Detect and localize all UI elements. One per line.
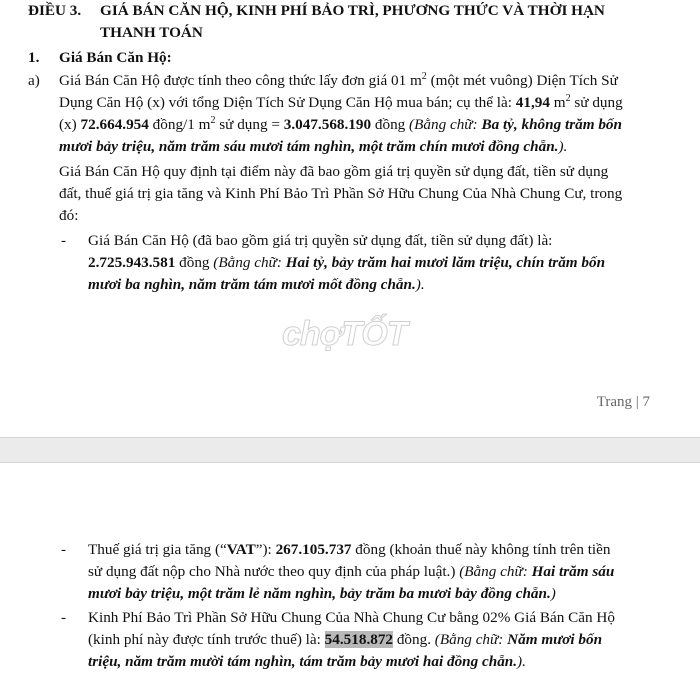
watermark-logo: chợTỐT bbox=[282, 315, 407, 353]
page-separator bbox=[0, 437, 700, 463]
page-number: Trang | 7 bbox=[596, 394, 650, 410]
section-title: Giá Bán Căn Hộ: bbox=[59, 49, 172, 66]
item-a-marker: a) bbox=[28, 72, 40, 89]
item-a-line-1: Giá Bán Căn Hộ được tính theo công thức lấy đơn giá 01 $m^2$ (một mét vuông) Diện Tích Sử bbox=[59, 70, 618, 89]
bullet-dash: - bbox=[61, 609, 67, 626]
area-value: 41,94 bbox=[515, 94, 550, 111]
maintenance-amount: 54.518.872 bbox=[324, 631, 394, 648]
maintenance-line-3: triệu, năm trăm mười tám nghìn, tám trăm bảy mươi hai đồng chẵn.). bbox=[88, 653, 526, 670]
inclusion-line-1: Giá Bán Căn Hộ quy định tại điểm này đã bao gồm giá trị quyền sử dụng đất, tiền sử dụng bbox=[59, 163, 609, 180]
item-a-line-3: (x) 72.664.954 đồng/1 $m^2$ sử dụng = 3.047.568.190 đồng (Bằng chữ: Ba tỷ, không trăm bốn bbox=[59, 114, 622, 133]
article-title-line-2: THANH TOÁN bbox=[100, 24, 203, 41]
inclusion-line-2: đất, thuế giá trị gia tăng và Kinh Phí Bảo Trì Phần Sở Hữu Chung Của Nhà Chung Cư, trong bbox=[59, 185, 623, 202]
vat-line-2: sử dụng đất nộp cho Nhà nước theo quy định của pháp luật.) (Bằng chữ: Hai trăm sáu bbox=[88, 563, 615, 580]
land-price: 2.725.943.581 bbox=[88, 254, 176, 271]
vat-line-1: Thuế giá trị gia tăng (“VAT”): 267.105.737 đồng (khoản thuế này không tính trên tiền bbox=[88, 541, 611, 558]
unit-price: 72.664.954 bbox=[80, 116, 149, 133]
bullet-dash: - bbox=[61, 541, 67, 558]
document-page-8 bbox=[0, 463, 700, 676]
article-label: ĐIỀU 3. bbox=[28, 2, 82, 19]
vat-line-3: mươi bảy triệu, một trăm lẻ năm nghìn, bảy trăm ba mươi bảy đồng chẵn.) bbox=[88, 585, 556, 602]
total-price: 3.047.568.190 bbox=[283, 116, 372, 133]
maintenance-line-2: (kinh phí này được tính trước thuế) là: 54.518.872 đồng. (Bằng chữ: Năm mươi bốn bbox=[88, 631, 603, 648]
bullet-dash: - bbox=[61, 232, 67, 249]
bullet-1-line-1: Giá Bán Căn Hộ (đã bao gồm giá trị quyền sử dụng đất, tiền sử dụng đất) là: bbox=[88, 232, 553, 249]
inclusion-line-3: đó: bbox=[59, 207, 79, 224]
bullet-1-line-2: 2.725.943.581 đồng (Bằng chữ: Hai tỷ, bảy trăm hai mươi lăm triệu, chín trăm bốn bbox=[88, 254, 606, 271]
item-a-line-2: Dụng Căn Hộ (x) với tổng Diện Tích Sử Dụng Căn Hộ mua bán; cụ thể là: 41,94 $m^2$ sử dụng bbox=[59, 92, 623, 111]
item-a-line-4: mươi bảy triệu, năm trăm sáu mươi tám nghìn, một trăm chín mươi đồng chẵn.). bbox=[59, 138, 568, 155]
bullet-1-line-3: mươi ba nghìn, năm trăm tám mươi mốt đồng chẵn.). bbox=[88, 276, 425, 293]
vat-amount: 267.105.737 bbox=[275, 541, 352, 558]
maintenance-line-1: Kinh Phí Bảo Trì Phần Sở Hữu Chung Của Nhà Chung Cư bằng 02% Giá Bán Căn Hộ bbox=[88, 609, 615, 626]
article-title-line-1: GIÁ BÁN CĂN HỘ, KINH PHÍ BẢO TRÌ, PHƯƠNG THỨC VÀ THỜI HẠN bbox=[100, 2, 605, 19]
section-number: 1. bbox=[28, 49, 40, 66]
